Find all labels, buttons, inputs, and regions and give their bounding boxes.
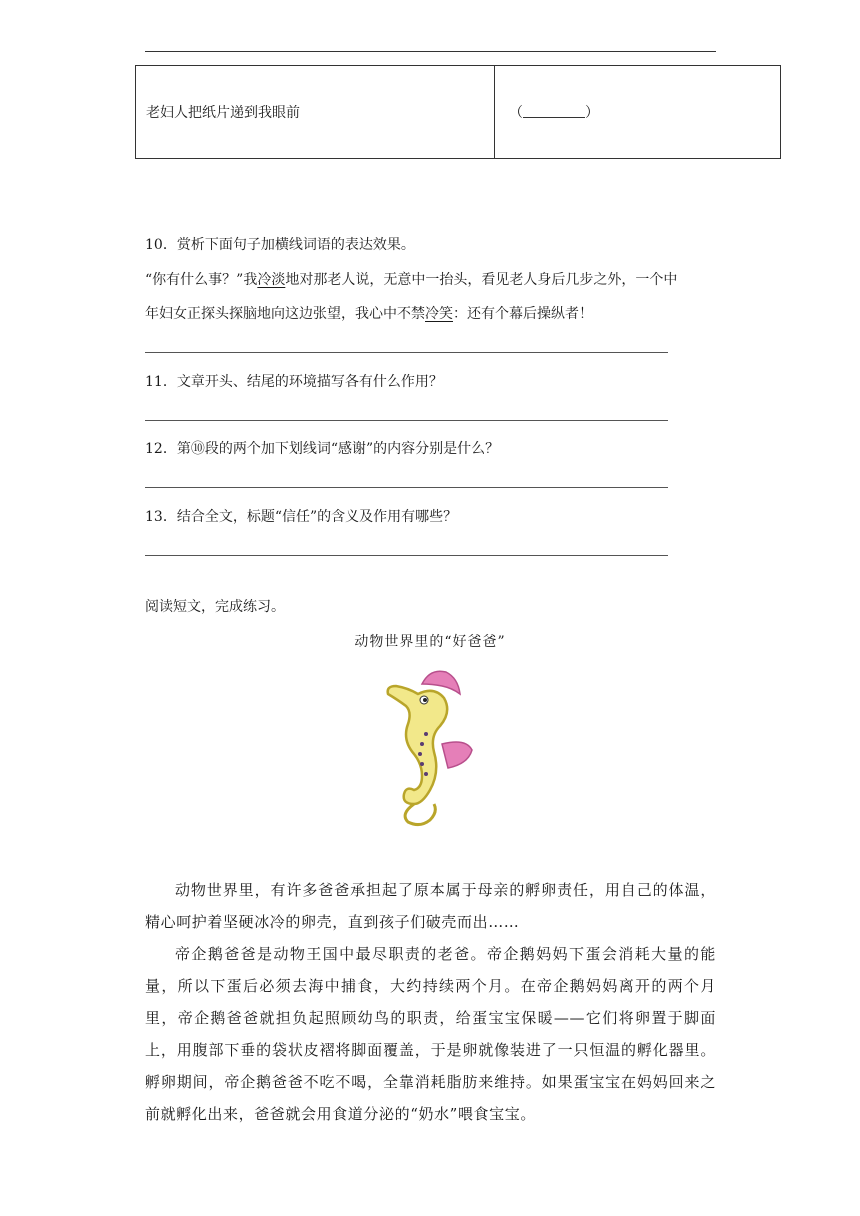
paren-open: （ bbox=[509, 105, 523, 121]
question-12: 12．第⑩段的两个加下划线词“感谢”的内容分别是什么？ bbox=[145, 441, 500, 457]
answer-blank[interactable] bbox=[523, 105, 585, 118]
question-11: 11．文章开头、结尾的环境描写各有什么作用？ bbox=[145, 374, 443, 390]
reading-intro: 阅读短文，完成练习。 bbox=[145, 599, 285, 615]
question-13: 13．结合全文，标题“信任”的含义及作用有哪些？ bbox=[145, 509, 458, 525]
answer-line-13[interactable] bbox=[145, 555, 668, 556]
underlined-word-1: 冷淡 bbox=[257, 272, 286, 288]
underlined-word-2: 冷笑 bbox=[425, 306, 453, 322]
question-10-prompt: 10．赏析下面句子加横线词语的表达效果。 bbox=[145, 237, 415, 253]
table-cell-left: 老妇人把纸片递到我眼前 bbox=[136, 66, 495, 159]
top-rule bbox=[145, 51, 716, 52]
answer-line-11[interactable] bbox=[145, 420, 668, 421]
table-cell-right bbox=[495, 66, 781, 159]
answer-table bbox=[135, 65, 781, 159]
article-title: 动物世界里的“好爸爸” bbox=[354, 634, 506, 650]
article-paragraph-2: 帝企鹅爸爸是动物王国中最尽职责的老爸。帝企鹅妈妈下蛋会消耗大量的能量，所以下蛋后必须去海中捕食，大约持续两个月。在帝企鹅妈妈离开的两个月里，帝企鹅爸爸就担负起照顾幼鸟的职责，给蛋宝宝保暖——它们将卵置于脚面上，用腹部下垂的袋状皮褶将脚面覆盖，于是卵就像装进了一只恒温的孵化器里。孵卵期间，帝企鹅爸爸不吃不喝，全靠消耗脂肪来维持。如果蛋宝宝在妈妈回来之前就孵化出来，爸爸就会用食道分泌的“奶水”喂食宝宝。 bbox=[145, 945, 716, 1123]
article-paragraph-1: 动物世界里，有许多爸爸承担起了原本属于母亲的孵卵责任，用自己的体温，精心呵护着坚硬冰冷的卵壳，直到孩子们破壳而出…… bbox=[145, 881, 716, 931]
answer-line-12[interactable] bbox=[145, 487, 668, 488]
question-10-line-2: 年妇女正探头探脑地向这边张望，我心中不禁冷笑：还有个幕后操纵者！ bbox=[145, 306, 593, 322]
seahorse-illustration bbox=[378, 664, 478, 828]
article-body bbox=[145, 874, 716, 1130]
question-10-line-1: “你有什么事？”我冷淡地对那老人说，无意中一抬头，看见老人身后几步之外，一个中 bbox=[145, 272, 678, 288]
paren-close: ） bbox=[585, 105, 599, 121]
answer-line-10[interactable] bbox=[145, 352, 668, 353]
